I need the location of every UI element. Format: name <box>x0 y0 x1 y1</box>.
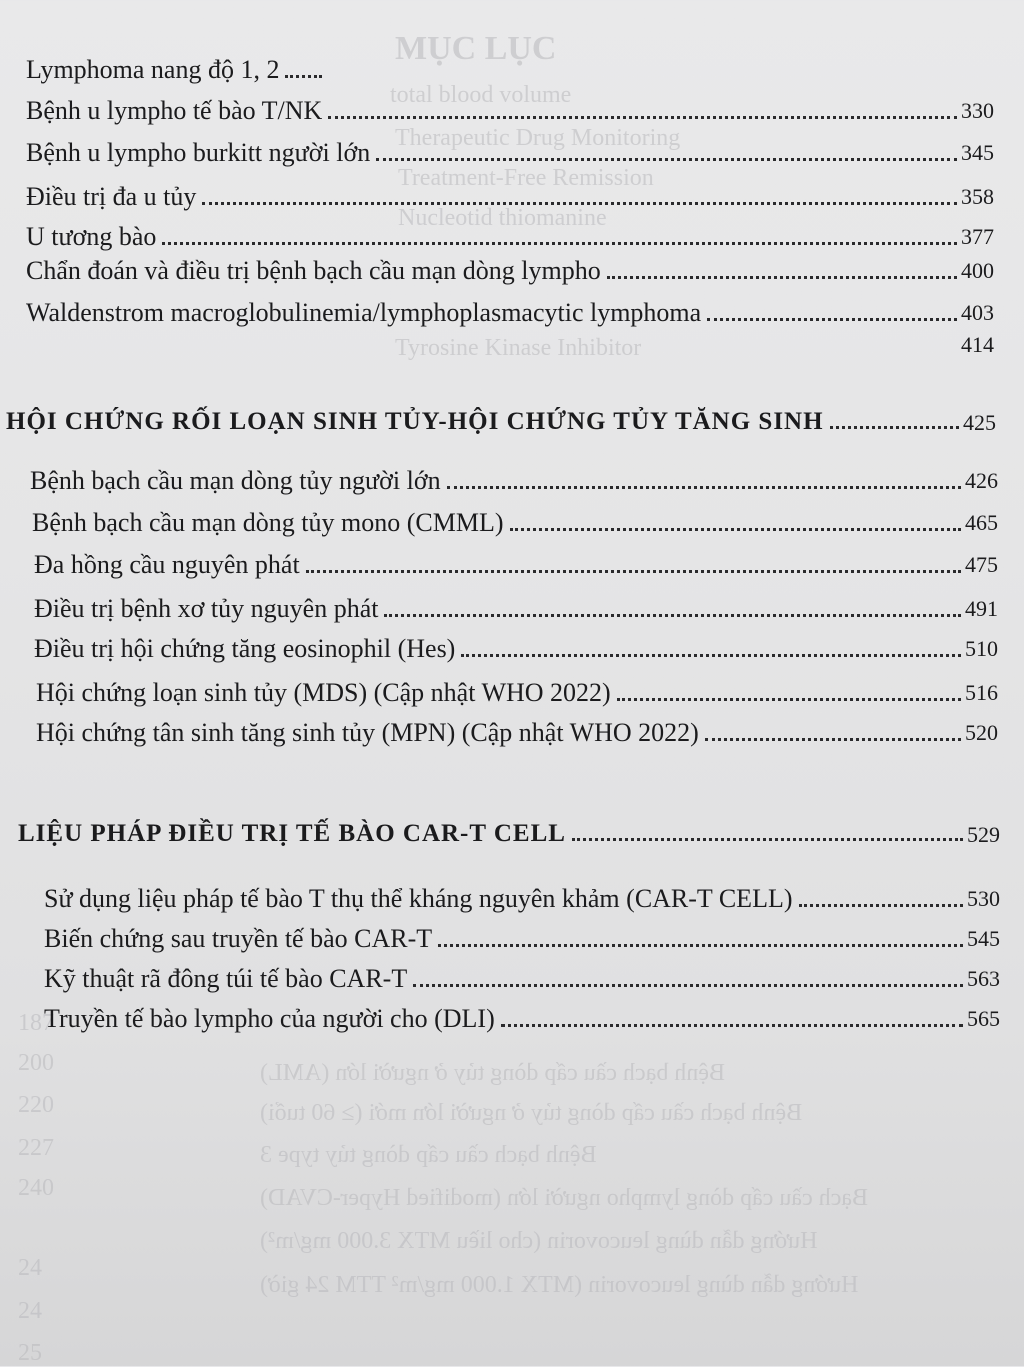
toc-entry <box>26 222 994 252</box>
entry-title: Truyền tế bào lympho của người cho (DLI) <box>44 1004 495 1033</box>
page-number: 465 <box>965 510 998 535</box>
ghost-number: 240 <box>18 1175 54 1201</box>
toc-entry <box>26 182 994 212</box>
ghost-line: Nucleotid thiomanine <box>398 205 607 231</box>
entry-title: Bệnh u lympho burkitt người lớn <box>26 138 371 167</box>
dot-leader <box>384 614 961 617</box>
entry-title: U tương bào <box>26 222 157 251</box>
ghost-line: Tyrosine Kinase Inhibitor <box>395 335 642 361</box>
ghost-line: Bạch cầu cấp dòng lympho người lớn (modified Hyper-CVAD) <box>260 1185 869 1211</box>
toc-entry <box>44 1004 1000 1034</box>
toc-entry <box>32 508 998 538</box>
toc-entry <box>36 718 998 748</box>
ghost-line: MỤC LỤC <box>395 30 557 67</box>
section-title: LIỆU PHÁP ĐIỀU TRỊ TẾ BÀO CAR-T CELL <box>18 820 566 847</box>
entry-title: Đa hồng cầu nguyên phát <box>34 550 300 579</box>
page-number: 530 <box>967 886 1000 911</box>
page-number: 425 <box>963 410 996 435</box>
page-number: 529 <box>967 822 1000 847</box>
page-number: 400 <box>961 258 994 283</box>
toc-entry <box>44 964 1000 994</box>
entry-title: Điều trị đa u tủy <box>26 182 197 211</box>
entry-title: Điều trị hội chứng tăng eosinophil (Hes) <box>34 634 456 663</box>
dot-leader <box>413 984 963 987</box>
dot-leader <box>572 838 963 841</box>
entry-title: Bệnh bạch cầu mạn dòng tủy mono (CMML) <box>32 508 504 537</box>
page-number: 516 <box>965 680 998 705</box>
toc-entry <box>26 298 994 328</box>
dot-leader <box>328 116 957 119</box>
toc-entry <box>34 634 998 664</box>
dot-leader <box>447 486 961 489</box>
toc-entry <box>26 330 994 360</box>
dot-leader <box>707 318 957 321</box>
entry-title: Lymphoma nang độ 1, 2 <box>26 55 280 84</box>
ghost-number: 24 <box>18 1255 42 1281</box>
dot-leader <box>461 654 961 657</box>
entry-title: Bệnh bạch cầu mạn dòng tủy người lớn <box>30 466 441 495</box>
dot-leader <box>376 158 957 161</box>
ghost-number: 24 <box>18 1298 42 1324</box>
toc-entry <box>34 594 998 624</box>
ghost-line: total blood volume <box>390 82 572 108</box>
ghost-line: Hướng dẫn dùng leucovorin (cho liều MTX 3.000 mg/m²) <box>260 1228 818 1254</box>
entry-title: Điều trị bệnh xơ tủy nguyên phát <box>34 594 379 623</box>
entry-title: Hội chứng loạn sinh tủy (MDS) (Cập nhật WHO 2022) <box>36 678 611 707</box>
ghost-line: Treatment-Free Remission <box>398 165 654 191</box>
ghost-number: 200 <box>18 1050 54 1076</box>
dot-leader <box>830 426 959 429</box>
dot-leader <box>162 242 957 245</box>
page-number: 330 <box>961 98 994 123</box>
entry-title: Sử dụng liệu pháp tế bào T thụ thể kháng nguyên khảm (CAR-T CELL) <box>44 884 793 913</box>
section-title: HỘI CHỨNG RỐI LOẠN SINH TỦY-HỘI CHỨNG TỦY TĂNG SINH <box>6 408 824 435</box>
dot-leader <box>799 904 964 907</box>
ghost-number: 25 <box>18 1340 42 1366</box>
ghost-line: Bệnh bạch cầu cấp dòng tủy ở người lớn mới (≥ 60 tuổi) <box>260 1100 803 1126</box>
dot-leader <box>306 570 961 573</box>
toc-entry <box>26 96 994 126</box>
toc-entry <box>26 138 994 168</box>
section-heading <box>18 820 1000 848</box>
ghost-line: Hướng dẫn dùng leucovorin (MTX 1.000 mg/m² TTM 24 giờ) <box>260 1272 859 1298</box>
ghost-number: 227 <box>18 1135 54 1161</box>
page-number: 565 <box>967 1006 1000 1031</box>
page-number: 345 <box>961 140 994 165</box>
page-number: 358 <box>961 184 994 209</box>
entry-title: Waldenstrom macroglobulinemia/lymphoplasmacytic lymphoma <box>26 298 702 327</box>
page-number: 491 <box>965 596 998 621</box>
toc-entry <box>44 924 1000 954</box>
toc-entry <box>44 884 1000 914</box>
page-number: 475 <box>965 552 998 577</box>
dot-leader <box>617 698 961 701</box>
page-number: 403 <box>961 300 994 325</box>
dot-leader <box>438 944 963 947</box>
entry-title: Biến chứng sau truyền tế bào CAR-T <box>44 924 433 953</box>
ghost-number: 187 <box>18 1010 54 1036</box>
toc-entry <box>26 256 994 286</box>
dot-leader <box>202 202 957 205</box>
dot-leader <box>501 1024 963 1027</box>
toc-entry <box>30 466 998 496</box>
page-number: 377 <box>961 224 994 249</box>
dot-leader <box>705 738 961 741</box>
section-heading <box>6 408 996 436</box>
page-number: 563 <box>967 966 1000 991</box>
dot-leader <box>607 276 957 279</box>
page-number: 426 <box>965 468 998 493</box>
toc-entry <box>34 550 998 580</box>
ghost-line: Bệnh bạch cầu cấp dòng tủy type 3 <box>260 1142 597 1168</box>
toc-entry <box>36 678 998 708</box>
ghost-line: Bệnh bạch cầu cấp dòng tủy ở người lớn (AML) <box>260 1060 725 1086</box>
page-number: 545 <box>967 926 1000 951</box>
entry-title: Chẩn đoán và điều trị bệnh bạch cầu mạn dòng lympho <box>26 256 601 285</box>
page-number: 520 <box>965 720 998 745</box>
page-number: 510 <box>965 636 998 661</box>
ghost-line: Therapeutic Drug Monitoring <box>395 125 681 151</box>
entry-title: Kỹ thuật rã đông túi tế bào CAR-T <box>44 964 408 993</box>
dot-leader <box>285 75 322 78</box>
entry-title: Hội chứng tân sinh tăng sinh tủy (MPN) (Cập nhật WHO 2022) <box>36 718 699 747</box>
entry-title: Bệnh u lympho tế bào T/NK <box>26 96 323 125</box>
toc-entry <box>26 55 326 85</box>
dot-leader <box>510 528 961 531</box>
ghost-number: 220 <box>18 1092 54 1118</box>
page-number: 414 <box>961 332 994 357</box>
